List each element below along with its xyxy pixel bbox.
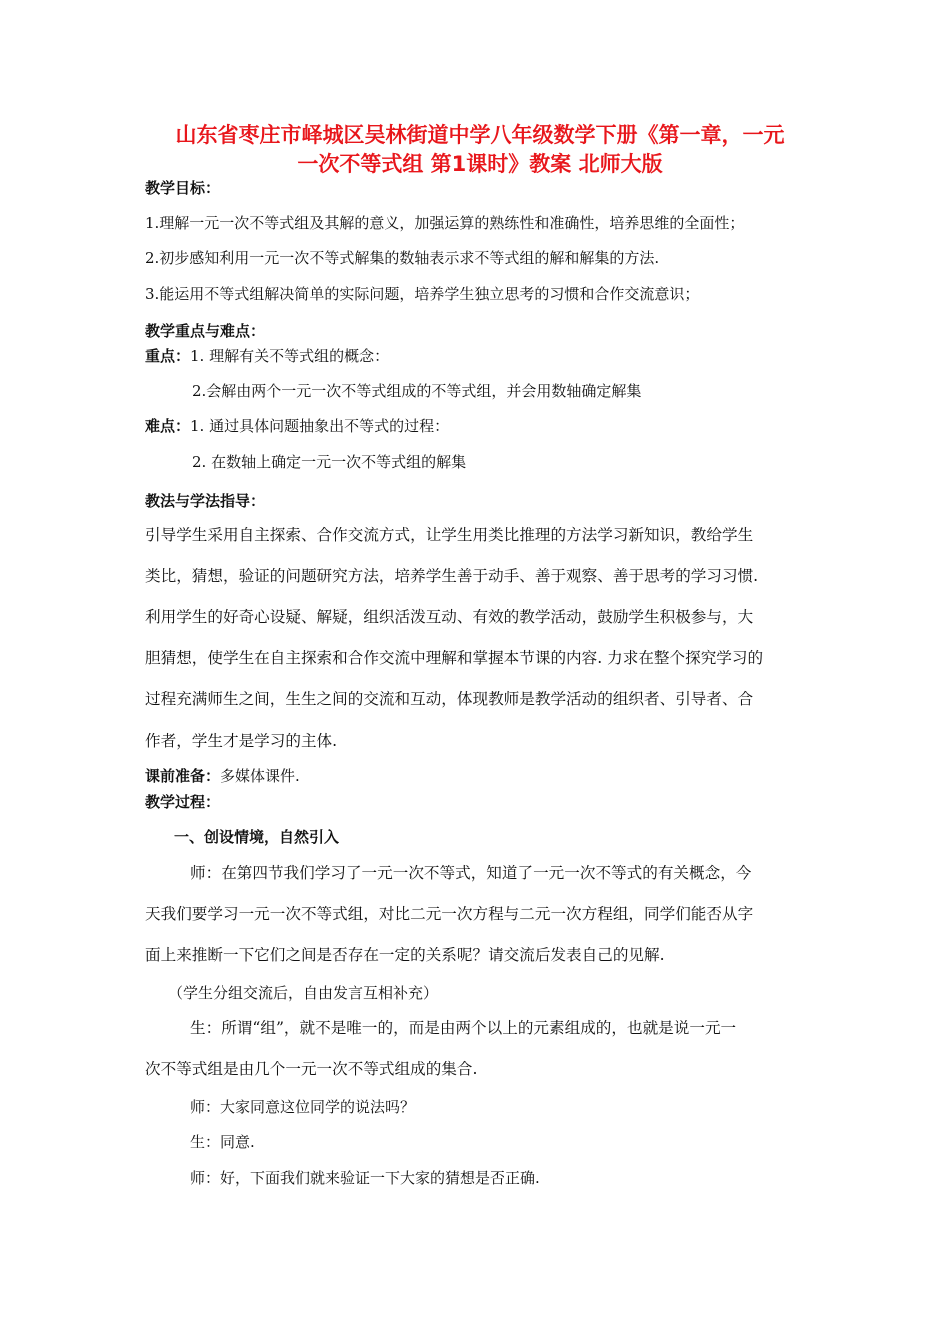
document-title-line-2: 一次不等式组 第1课时》教案 北师大版 bbox=[297, 152, 663, 176]
process-line-9: 师：好，下面我们就来验证一下大家的猜想是否正确. bbox=[190, 1169, 540, 1187]
preparation-value: 多媒体课件. bbox=[220, 767, 300, 785]
focus-item-1: 1. 理解有关不等式组的概念： bbox=[190, 347, 390, 365]
difficulty-label: 难点： bbox=[145, 417, 191, 435]
objective-item-1: 1.理解一元一次不等式组及其解的意义，加强运算的熟练性和准确性，培养思维的全面性； bbox=[145, 214, 745, 232]
method-line-3: 利用学生的好奇心设疑、解疑，组织活泼互动、有效的教学活动，鼓励学生积极参与，大 bbox=[145, 608, 754, 626]
difficulty-item-1: 1. 通过具体问题抽象出不等式的过程： bbox=[190, 417, 450, 435]
process-heading: 教学过程： bbox=[145, 793, 221, 811]
preparation-label: 课前准备： bbox=[145, 767, 221, 785]
process-line-3: 面上来推断一下它们之间是否存在一定的关系呢？请交流后发表自己的见解. bbox=[145, 946, 665, 964]
process-line-7: 师：大家同意这位同学的说法吗？ bbox=[190, 1098, 416, 1116]
objectives-heading: 教学目标： bbox=[145, 179, 221, 197]
method-line-2: 类比，猜想，验证的问题研究方法，培养学生善于动手、善于观察、善于思考的学习习惯. bbox=[145, 567, 759, 585]
method-heading: 教法与学法指导： bbox=[145, 492, 266, 510]
objective-item-3: 3.能运用不等式组解决简单的实际问题，培养学生独立思考的习惯和合作交流意识； bbox=[145, 285, 700, 303]
process-section-1-heading: 一、创设情境，自然引入 bbox=[174, 828, 340, 846]
preparation-row bbox=[145, 766, 300, 786]
process-line-8: 生：同意. bbox=[190, 1133, 255, 1151]
document-title-line-1: 山东省枣庄市峄城区吴林街道中学八年级数学下册《第一章，一元 bbox=[175, 123, 785, 147]
difficulty-item-2: 2. 在数轴上确定一元一次不等式组的解集 bbox=[192, 453, 467, 471]
process-line-5: 生：所谓“组”，就不是唯一的，而是由两个以上的元素组成的，也就是说一元一 bbox=[190, 1019, 737, 1037]
focus-row-1 bbox=[145, 346, 389, 366]
key-points-heading: 教学重点与难点： bbox=[145, 322, 266, 340]
objective-item-2: 2.初步感知利用一元一次不等式解集的数轴表示求不等式组的解和解集的方法. bbox=[145, 249, 660, 267]
process-line-1: 师：在第四节我们学习了一元一次不等式，知道了一元一次不等式的有关概念，今 bbox=[190, 864, 752, 882]
process-line-6: 次不等式组是由几个一元一次不等式组成的集合. bbox=[145, 1060, 478, 1078]
method-line-5: 过程充满师生之间，生生之间的交流和互动，体现教师是教学活动的组织者、引导者、合 bbox=[145, 690, 754, 708]
method-line-4: 胆猜想，使学生在自主探索和合作交流中理解和掌握本节课的内容. 力求在整个探究学习的 bbox=[145, 649, 764, 667]
process-line-4: （学生分组交流后，自由发言互相补充） bbox=[168, 984, 439, 1002]
focus-item-2: 2.会解由两个一元一次不等式组成的不等式组，并会用数轴确定解集 bbox=[192, 382, 642, 400]
method-line-6: 作者，学生才是学习的主体. bbox=[145, 732, 338, 750]
difficulty-row-1 bbox=[145, 416, 449, 436]
focus-label: 重点： bbox=[145, 347, 191, 365]
method-line-1: 引导学生采用自主探索、合作交流方式，让学生用类比推理的方法学习新知识，教给学生 bbox=[145, 526, 754, 544]
process-line-2: 天我们要学习一元一次不等式组，对比二元一次方程与二元一次方程组，同学们能否从字 bbox=[145, 905, 754, 923]
